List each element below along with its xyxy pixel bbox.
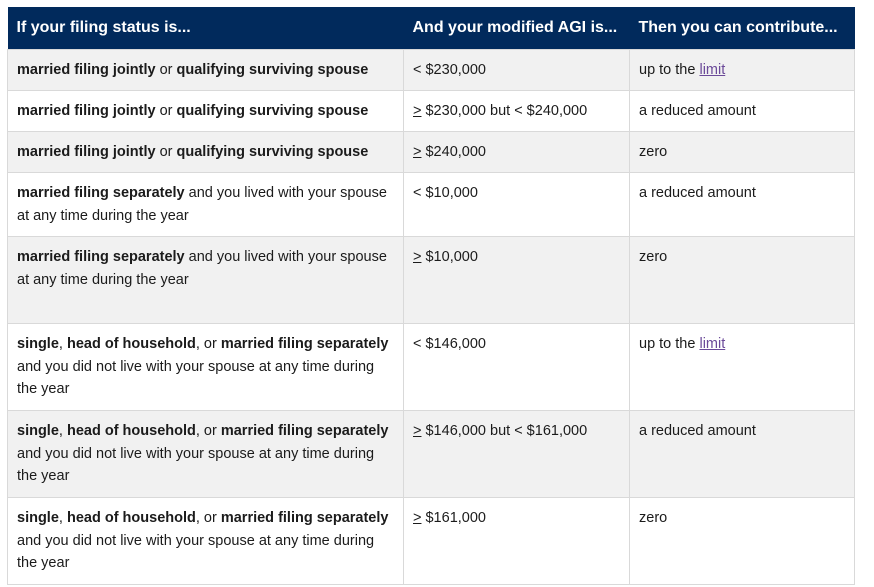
- status-text: , or: [195, 336, 221, 352]
- agi-value: < $10,000: [413, 185, 478, 201]
- agi-value: $161,000: [421, 510, 486, 526]
- header-modified-agi: And your modified AGI is...: [404, 7, 630, 50]
- contribution-cell: [630, 50, 855, 91]
- filing-status-cell: [8, 91, 404, 132]
- table-row: [8, 132, 855, 173]
- status-bold: head of household: [66, 510, 196, 526]
- status-bold: single: [17, 510, 59, 526]
- greater-equal-symbol: >: [413, 510, 422, 526]
- agi-value: $240,000: [421, 144, 486, 160]
- contribution-cell: [630, 237, 855, 324]
- status-bold: married filing separately: [220, 510, 389, 526]
- status-bold: head of household: [66, 336, 196, 352]
- contribution-text: zero: [639, 144, 668, 160]
- status-bold: qualifying surviving spouse: [176, 144, 369, 160]
- status-bold: single: [17, 336, 59, 352]
- contribution-cell: [630, 498, 855, 585]
- status-bold: married filing jointly: [17, 144, 156, 160]
- filing-status-cell: [8, 132, 404, 173]
- status-text: ,: [58, 510, 67, 526]
- contribution-cell: [630, 324, 855, 411]
- status-text: or: [155, 62, 177, 78]
- table-row: [8, 324, 855, 411]
- header-row: [8, 7, 855, 50]
- contribution-text: a reduced amount: [639, 185, 756, 201]
- status-bold: single: [17, 423, 59, 439]
- contribution-cell: [630, 411, 855, 498]
- status-text: or: [155, 144, 177, 160]
- contribution-cell: [630, 91, 855, 132]
- agi-cell: [404, 91, 630, 132]
- filing-status-cell: [8, 411, 404, 498]
- contribution-text: a reduced amount: [639, 423, 756, 439]
- agi-value: $146,000 but < $161,000: [421, 423, 588, 439]
- agi-cell: [404, 132, 630, 173]
- table-row: [8, 498, 855, 585]
- status-bold: qualifying surviving spouse: [176, 103, 369, 119]
- status-text: and you lived with your spouse at any time during the year: [17, 249, 387, 288]
- filing-status-cell: [8, 498, 404, 585]
- status-text: ,: [58, 423, 67, 439]
- header-contribution: Then you can contribute...: [630, 7, 855, 50]
- status-text: and you did not live with your spouse at any time during the year: [17, 532, 375, 571]
- agi-cell: [404, 50, 630, 91]
- contribution-cell: [630, 173, 855, 237]
- status-bold: head of household: [66, 423, 196, 439]
- greater-equal-symbol: >: [413, 423, 422, 439]
- table-row: [8, 237, 855, 324]
- roth-ira-limits-table: [7, 7, 855, 585]
- status-text: and you did not live with your spouse at any time during the year: [17, 358, 375, 397]
- agi-value: < $146,000: [413, 336, 486, 352]
- table-row: [8, 411, 855, 498]
- contribution-text: up to the: [639, 336, 700, 352]
- agi-cell: [404, 498, 630, 585]
- contribution-text: up to the: [639, 62, 700, 78]
- status-text: and you lived with your spouse at any time during the year: [17, 185, 387, 224]
- table-header: [8, 7, 855, 50]
- agi-cell: [404, 173, 630, 237]
- header-filing-status: If your filing status is...: [8, 7, 404, 50]
- agi-cell: [404, 411, 630, 498]
- status-text: or: [155, 103, 177, 119]
- status-text: ,: [58, 336, 67, 352]
- table-row: [8, 91, 855, 132]
- filing-status-cell: [8, 173, 404, 237]
- status-text: , or: [195, 423, 221, 439]
- contribution-cell: [630, 132, 855, 173]
- agi-value: < $230,000: [413, 62, 486, 78]
- contribution-text: zero: [639, 510, 668, 526]
- agi-value: $10,000: [421, 249, 478, 265]
- filing-status-cell: [8, 237, 404, 324]
- table-row: [8, 173, 855, 237]
- table-row: [8, 50, 855, 91]
- status-bold: married filing separately: [220, 336, 389, 352]
- status-bold: married filing separately: [17, 185, 185, 201]
- contribution-text: a reduced amount: [639, 103, 756, 119]
- status-bold: qualifying surviving spouse: [176, 62, 369, 78]
- filing-status-cell: [8, 50, 404, 91]
- limit-link[interactable]: limit: [699, 62, 726, 78]
- roth-ira-limits-table-container: [7, 7, 854, 585]
- contribution-text: zero: [639, 249, 668, 265]
- agi-cell: [404, 324, 630, 411]
- table-body: [8, 50, 855, 585]
- status-bold: married filing jointly: [17, 103, 156, 119]
- status-bold: married filing jointly: [17, 62, 156, 78]
- greater-equal-symbol: >: [413, 144, 422, 160]
- limit-link[interactable]: limit: [699, 336, 726, 352]
- status-text: , or: [195, 510, 221, 526]
- greater-equal-symbol: >: [413, 103, 422, 119]
- status-bold: married filing separately: [17, 249, 185, 265]
- greater-equal-symbol: >: [413, 249, 422, 265]
- filing-status-cell: [8, 324, 404, 411]
- status-text: and you did not live with your spouse at any time during the year: [17, 445, 375, 484]
- agi-cell: [404, 237, 630, 324]
- status-bold: married filing separately: [220, 423, 389, 439]
- agi-value: $230,000 but < $240,000: [421, 103, 588, 119]
